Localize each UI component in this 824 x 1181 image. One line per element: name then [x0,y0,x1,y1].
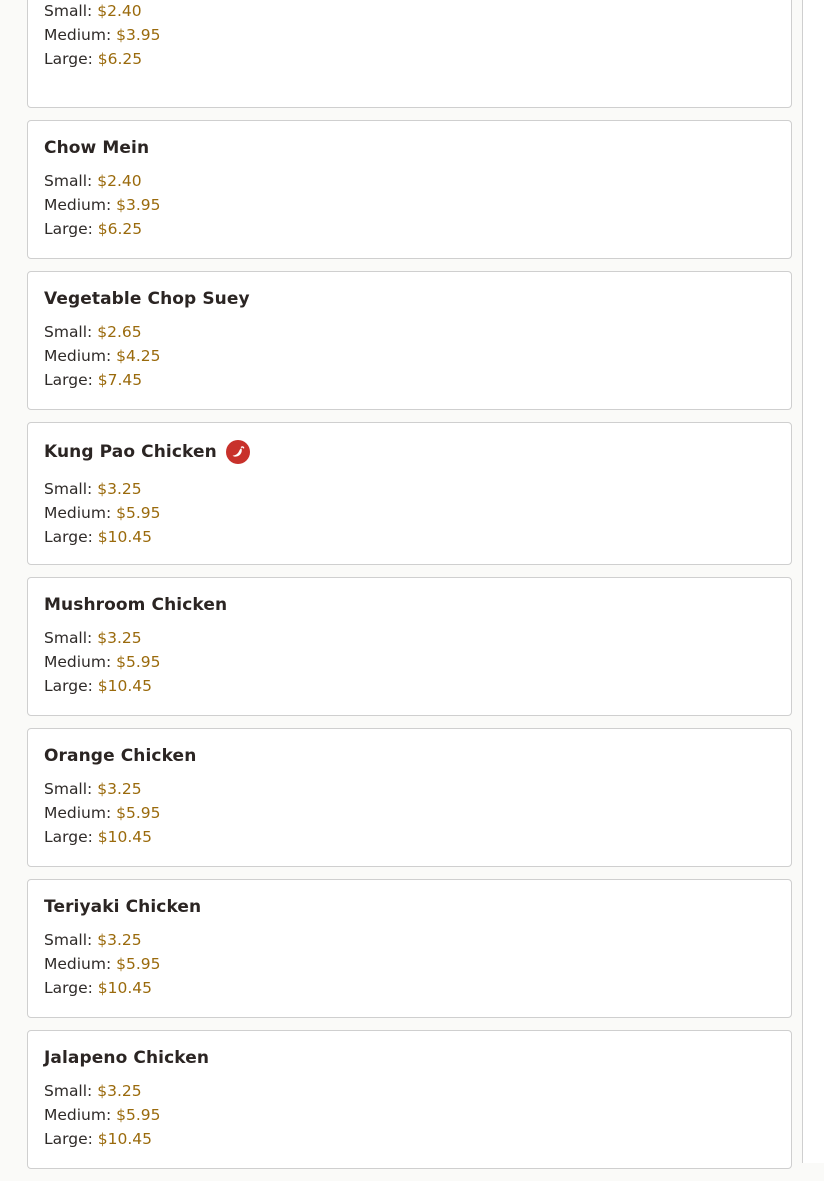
price-value: $10.45 [97,528,153,546]
price-line-medium [44,1103,775,1127]
price-line-large [44,976,775,1000]
price-value: $4.25 [116,347,161,365]
price-label: Small: [44,480,93,498]
price-label: Small: [44,2,93,20]
price-value: $3.25 [97,629,142,647]
price-value: $2.40 [97,2,142,20]
price-label: Large: [44,828,93,846]
price-value: $10.45 [97,677,153,695]
price-value: $7.45 [97,371,143,389]
price-line-large [44,825,775,849]
price-line-large [44,525,775,549]
price-label: Large: [44,528,93,546]
menu-item-list [27,0,792,1181]
price-line-small [44,777,775,801]
price-label: Large: [44,50,93,68]
price-line-medium [44,650,775,674]
menu-item-card[interactable] [27,422,792,565]
price-value: $10.45 [97,828,153,846]
price-value: $5.95 [116,955,161,973]
menu-item-card[interactable] [27,879,792,1018]
menu-item-header [44,437,775,467]
menu-item-header [44,135,775,161]
price-label: Medium: [44,347,112,365]
menu-item-card[interactable] [27,1030,792,1169]
price-line-medium [44,23,775,47]
menu-item-card[interactable] [27,577,792,716]
price-label: Small: [44,780,93,798]
price-value: $3.95 [116,196,161,214]
price-label: Medium: [44,196,112,214]
price-line-small [44,1079,775,1103]
menu-item-header [44,286,775,312]
chili-pepper-icon [226,440,250,464]
price-value: $3.25 [97,780,142,798]
price-line-small [44,0,775,23]
price-line-medium [44,801,775,825]
price-value: $3.25 [97,931,142,949]
menu-item-title: Vegetable Chop Suey [44,289,250,309]
price-label: Large: [44,979,93,997]
menu-item-card[interactable] [27,120,792,259]
menu-item-title: Mushroom Chicken [44,595,228,615]
price-label: Small: [44,629,93,647]
price-label: Small: [44,323,93,341]
price-label: Large: [44,371,93,389]
menu-item-title: Orange Chicken [44,746,197,766]
price-line-small [44,477,775,501]
menu-item-card[interactable] [27,0,792,108]
menu-item-title: Teriyaki Chicken [44,897,202,917]
price-value: $5.95 [116,653,161,671]
price-label: Medium: [44,653,112,671]
price-label: Small: [44,931,93,949]
menu-item-header [44,592,775,618]
price-line-small [44,626,775,650]
menu-item-header [44,1045,775,1071]
price-label: Small: [44,1082,93,1100]
price-line-small [44,928,775,952]
price-value: $6.25 [97,220,143,238]
price-value: $6.25 [97,50,143,68]
price-label: Small: [44,172,93,190]
price-line-medium [44,193,775,217]
price-value: $3.95 [116,26,161,44]
price-label: Large: [44,677,93,695]
price-value: $10.45 [97,979,153,997]
price-value: $5.95 [116,804,161,822]
price-label: Large: [44,1130,93,1148]
menu-item-card[interactable] [27,728,792,867]
price-line-large [44,217,775,241]
menu-item-title: Chow Mein [44,138,150,158]
menu-item-card[interactable] [27,271,792,410]
menu-item-title: Kung Pao Chicken [44,442,217,462]
price-line-small [44,169,775,193]
menu-item-title: Jalapeno Chicken [44,1048,210,1068]
page-edge-panel [802,0,824,1163]
price-value: $3.25 [97,480,142,498]
price-value: $10.45 [97,1130,153,1148]
menu-item-header [44,894,775,920]
price-line-medium [44,952,775,976]
price-value: $5.95 [116,1106,161,1124]
price-line-small [44,320,775,344]
price-line-large [44,368,775,392]
price-label: Medium: [44,955,112,973]
price-label: Medium: [44,26,112,44]
price-label: Medium: [44,1106,112,1124]
price-line-large [44,1127,775,1151]
price-line-large [44,674,775,698]
price-label: Medium: [44,504,112,522]
menu-item-header [44,743,775,769]
price-value: $5.95 [116,504,161,522]
price-value: $2.65 [97,323,142,341]
price-label: Large: [44,220,93,238]
price-line-large [44,47,775,71]
price-line-medium [44,501,775,525]
price-value: $3.25 [97,1082,142,1100]
price-value: $2.40 [97,172,142,190]
price-label: Medium: [44,804,112,822]
price-line-medium [44,344,775,368]
